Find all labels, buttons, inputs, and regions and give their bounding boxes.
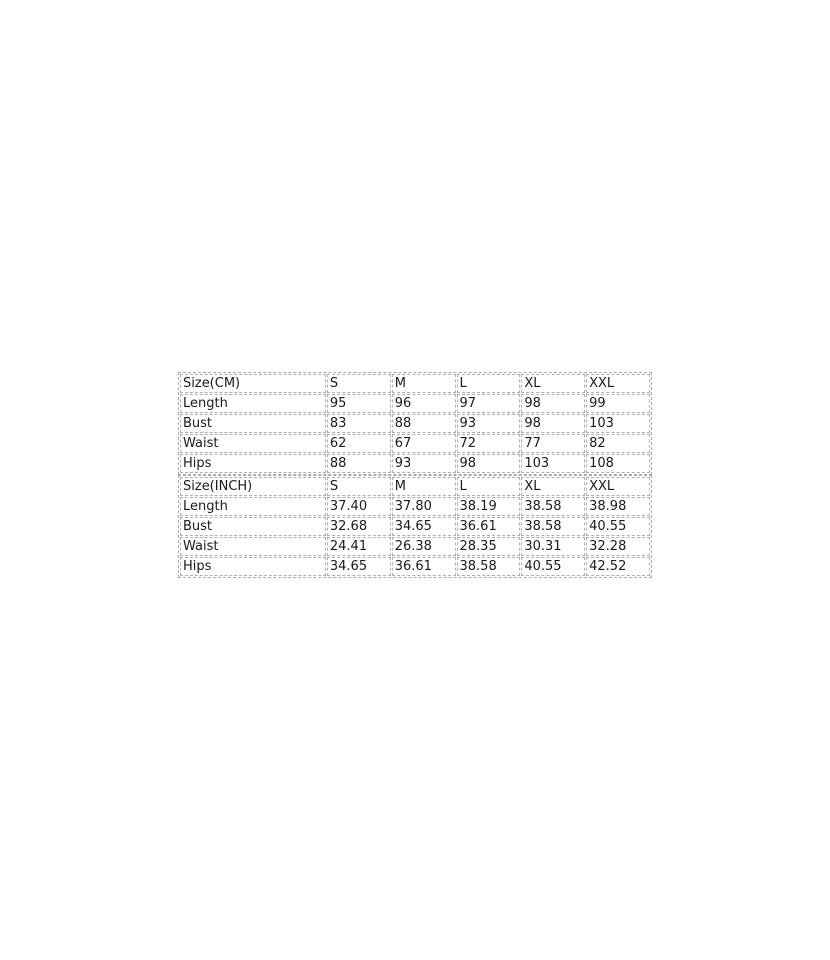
measurement-value-cell: 42.52 <box>586 557 650 576</box>
measurement-value-cell: 37.80 <box>392 497 456 516</box>
measurement-value-cell: 67 <box>392 434 456 453</box>
measurement-label-cell: Hips <box>180 454 326 473</box>
measurement-value-cell: 96 <box>392 394 456 413</box>
measurement-value-cell: 108 <box>586 454 650 473</box>
measurement-value-cell: 32.68 <box>327 517 391 536</box>
measurement-value-cell: 34.65 <box>327 557 391 576</box>
size-header-cell: M <box>392 374 456 393</box>
measurement-value-cell: 37.40 <box>327 497 391 516</box>
measurement-value-cell: 28.35 <box>457 537 521 556</box>
measurement-value-cell: 40.55 <box>586 517 650 536</box>
size-header-cell: L <box>457 374 521 393</box>
table-header-row <box>180 374 650 393</box>
table-row <box>180 537 650 556</box>
measurement-label-cell: Length <box>180 394 326 413</box>
measurement-value-cell: 88 <box>327 454 391 473</box>
measurement-label-cell: Length <box>180 497 326 516</box>
measurement-label-cell: Waist <box>180 434 326 453</box>
size-header-cell: XXL <box>586 477 650 496</box>
measurement-value-cell: 40.55 <box>521 557 585 576</box>
measurement-value-cell: 98 <box>521 394 585 413</box>
measurement-value-cell: 97 <box>457 394 521 413</box>
table-row <box>180 414 650 433</box>
measurement-value-cell: 103 <box>521 454 585 473</box>
measurement-value-cell: 38.98 <box>586 497 650 516</box>
measurement-value-cell: 98 <box>521 414 585 433</box>
size-header-cell: XL <box>521 374 585 393</box>
measurement-value-cell: 98 <box>457 454 521 473</box>
size-header-cell: XL <box>521 477 585 496</box>
measurement-value-cell: 93 <box>392 454 456 473</box>
measurement-value-cell: 34.65 <box>392 517 456 536</box>
measurement-value-cell: 83 <box>327 414 391 433</box>
measurement-value-cell: 32.28 <box>586 537 650 556</box>
measurement-label-cell: Bust <box>180 517 326 536</box>
measurement-value-cell: 36.61 <box>457 517 521 536</box>
size-unit-header-cell: Size(INCH) <box>180 477 326 496</box>
size-table-inch <box>178 475 652 578</box>
measurement-value-cell: 38.58 <box>457 557 521 576</box>
measurement-value-cell: 38.19 <box>457 497 521 516</box>
measurement-value-cell: 93 <box>457 414 521 433</box>
measurement-value-cell: 77 <box>521 434 585 453</box>
measurement-value-cell: 103 <box>586 414 650 433</box>
measurement-value-cell: 62 <box>327 434 391 453</box>
size-table-cm <box>178 372 652 475</box>
size-header-cell: S <box>327 374 391 393</box>
table-row <box>180 454 650 473</box>
measurement-label-cell: Bust <box>180 414 326 433</box>
size-chart <box>178 372 652 578</box>
measurement-label-cell: Waist <box>180 537 326 556</box>
table-row <box>180 557 650 576</box>
measurement-value-cell: 82 <box>586 434 650 453</box>
measurement-value-cell: 36.61 <box>392 557 456 576</box>
size-unit-header-cell: Size(CM) <box>180 374 326 393</box>
measurement-value-cell: 24.41 <box>327 537 391 556</box>
measurement-value-cell: 88 <box>392 414 456 433</box>
measurement-value-cell: 26.38 <box>392 537 456 556</box>
table-row <box>180 434 650 453</box>
measurement-value-cell: 72 <box>457 434 521 453</box>
measurement-value-cell: 30.31 <box>521 537 585 556</box>
table-header-row <box>180 477 650 496</box>
table-row <box>180 497 650 516</box>
table-row <box>180 517 650 536</box>
measurement-label-cell: Hips <box>180 557 326 576</box>
measurement-value-cell: 95 <box>327 394 391 413</box>
measurement-value-cell: 38.58 <box>521 497 585 516</box>
measurement-value-cell: 99 <box>586 394 650 413</box>
size-header-cell: L <box>457 477 521 496</box>
size-header-cell: XXL <box>586 374 650 393</box>
size-header-cell: M <box>392 477 456 496</box>
size-header-cell: S <box>327 477 391 496</box>
measurement-value-cell: 38.58 <box>521 517 585 536</box>
table-row <box>180 394 650 413</box>
